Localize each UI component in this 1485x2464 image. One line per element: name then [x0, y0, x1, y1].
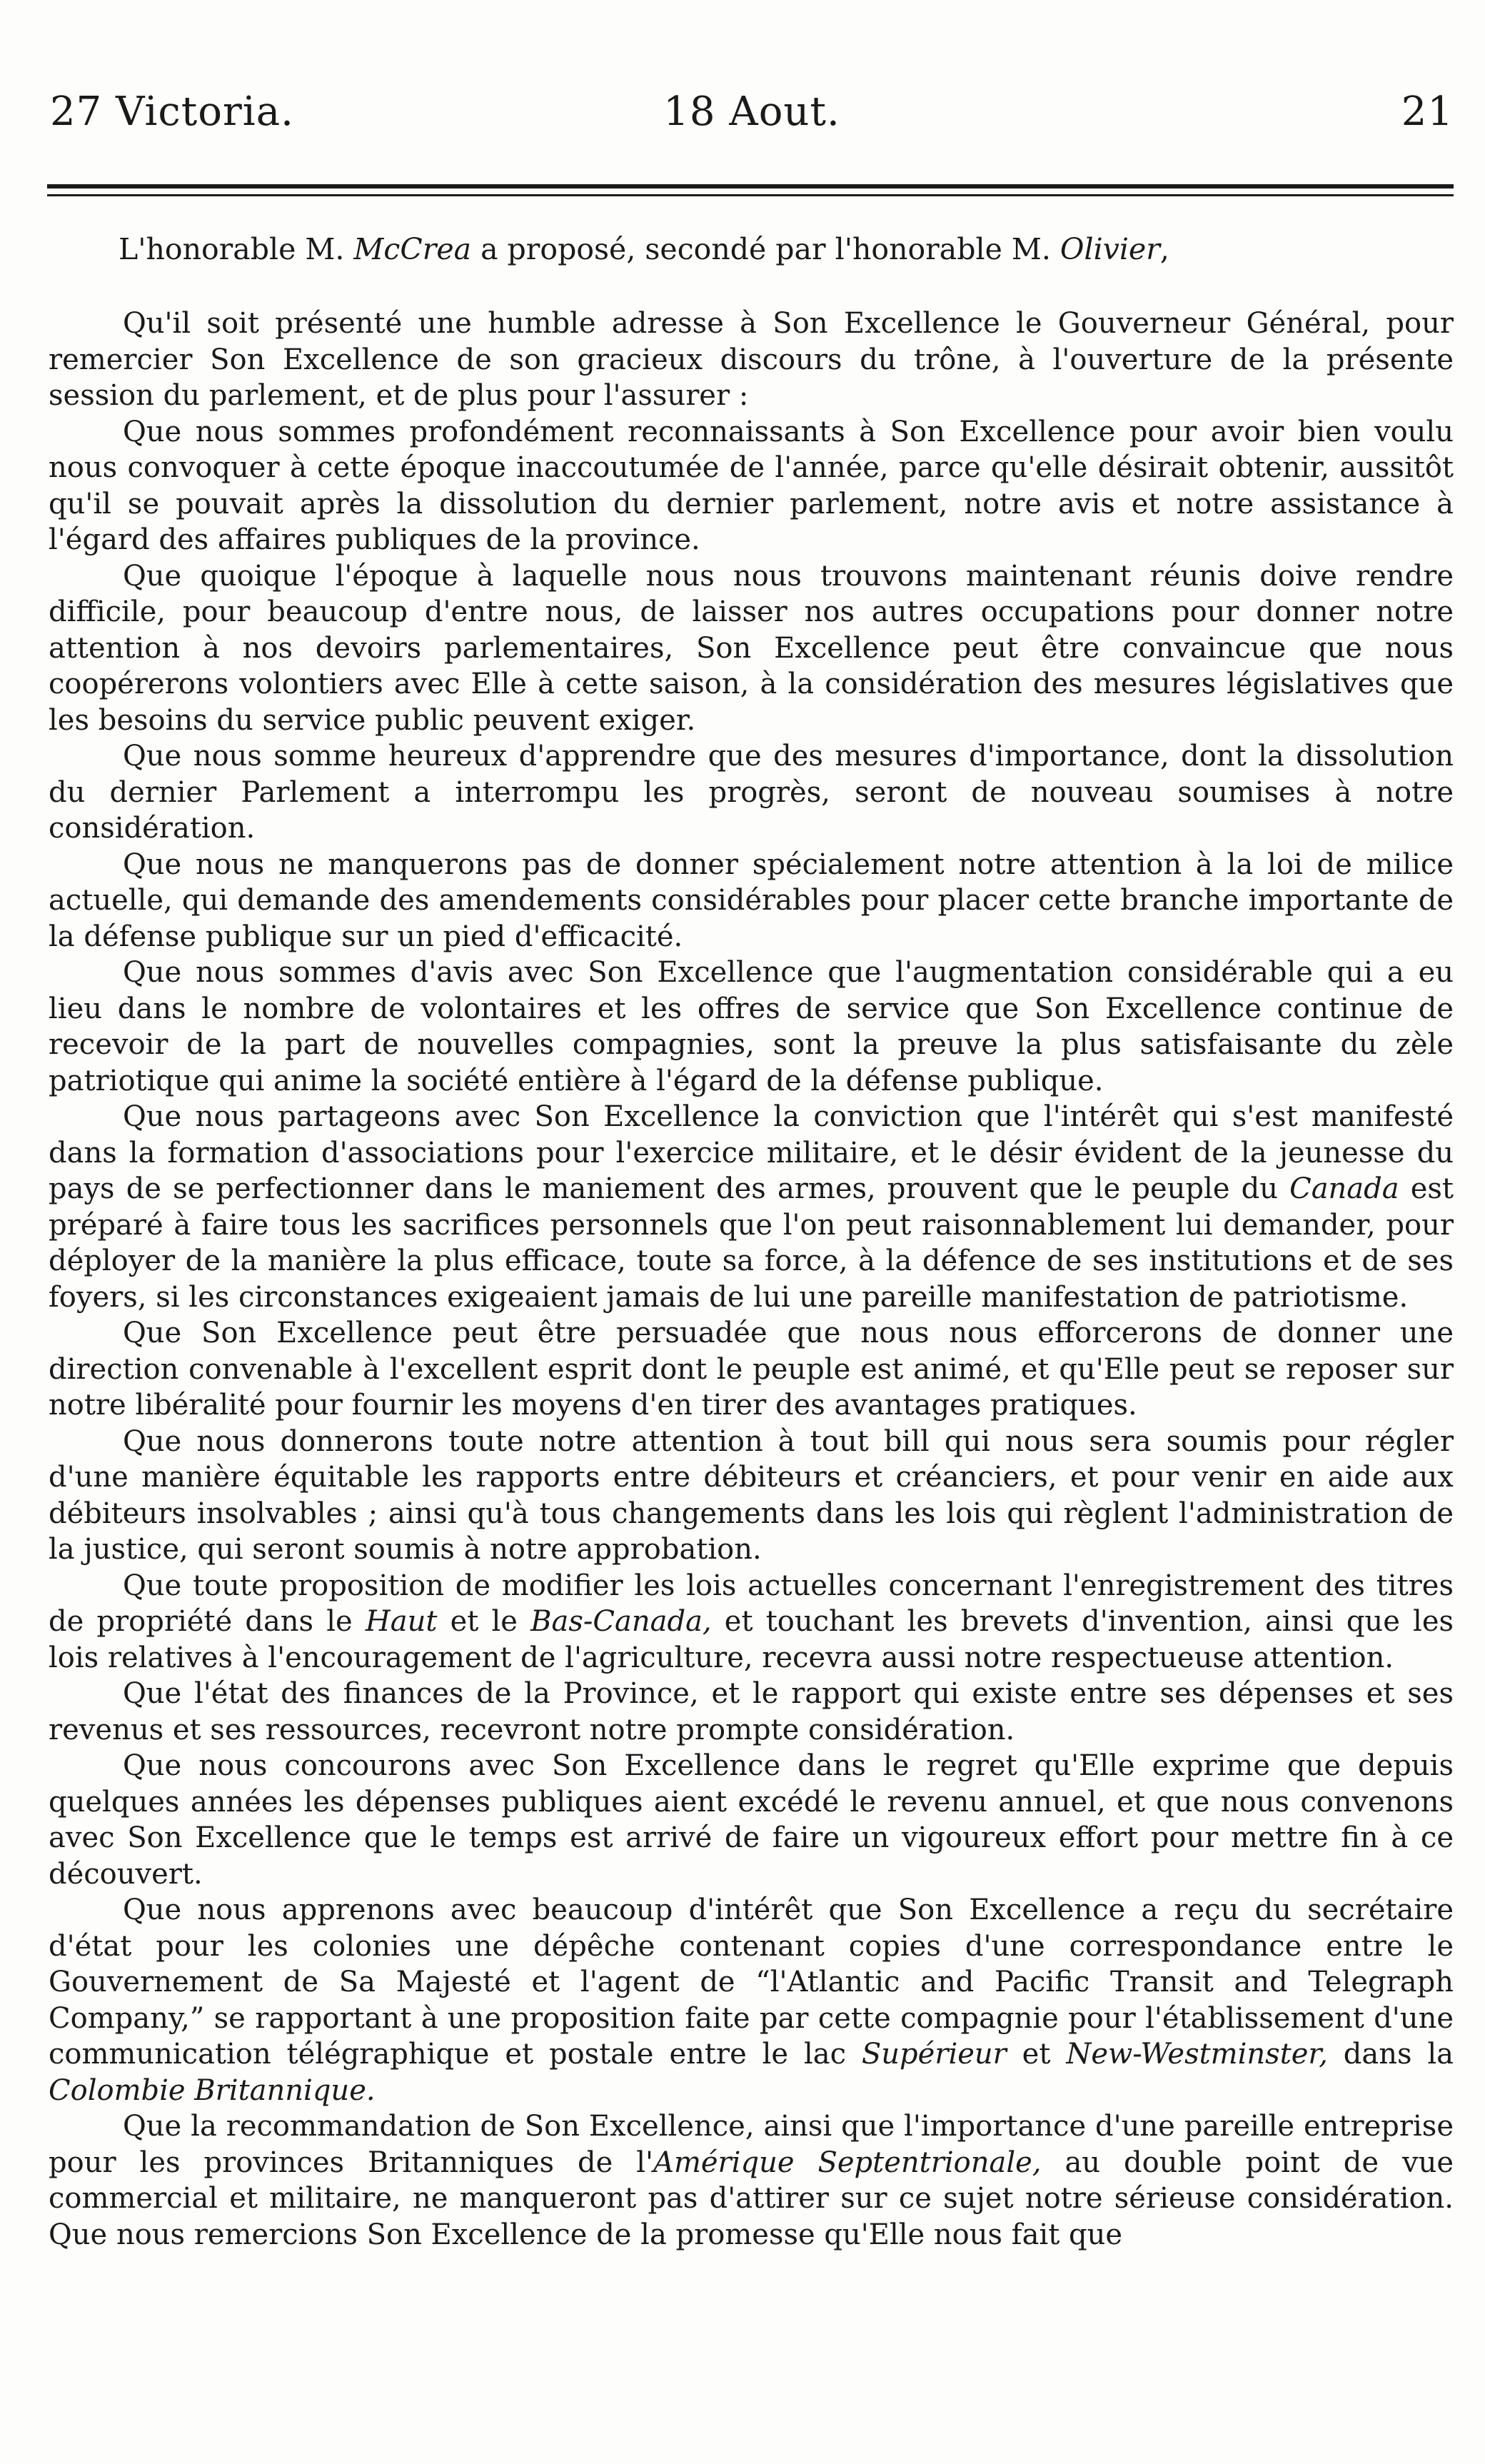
paragraph-9: Que nous donnerons toute notre attention à tout bill qui nous sera soumis pour régler d'une manière équitable les rapports entre débiteurs et créanciers, et pour venir en aide aux débiteurs insolvables ; ainsi qu'à tous changements dans les lois qui règlent l'administration de la justice, qui seront soumis à notre approbation. [49, 1424, 1454, 1566]
paragraph-3: Que quoique l'époque à laquelle nous nous trouvons maintenant réunis doive rendre difficile, pour beaucoup d'entre nous, de laisser nos autres occupations pour donner notre attention à nos devoirs parlementaires, Son Excellence peut être convaincue que nous coopérerons volontiers avec Elle à cette saison, à la considération des mesures législatives que les besoins du service public peuvent exiger. [49, 559, 1454, 737]
page-header [50, 80, 1454, 144]
paragraph-5: Que nous ne manquerons pas de donner spécialement notre attention à la loi de milice actuelle, qui demande des amendements considérables pour placer cette branche importante de la défense publique sur un pied d'efficacité. [49, 848, 1454, 953]
date-label: 18 Aout. [663, 89, 840, 135]
header-rule-thick [47, 184, 1454, 188]
session-label: 27 Victoria. [50, 89, 294, 135]
paragraph-8: Que Son Excellence peut être persuadée que nous nous efforcerons de donner une direction convenable à l'excellent esprit dont le peuple est animé, et qu'Elle peut se reposer sur notre libéralité pour fournir les moyens d'en tirer des avantages pratiques. [49, 1317, 1454, 1422]
paragraph-7: Que nous partageons avec Son Excellence la conviction que l'intérêt qui s'est manifesté dans la formation d'associations pour l'exercice militaire, et le désir évident de la jeunesse du pays de se perfectionner dans le maniement des armes, prouvent que le peuple du Canada est préparé à faire tous les sacrifices personnels que l'on peut raisonnablement lui demander, pour déployer de la manière la plus efficace, toute sa force, à la défence de ses institutions et de ses foyers, si les circonstances exigeaient jamais de lui une pareille manifestation de patriotisme. [49, 1100, 1454, 1314]
paragraph-12: Que nous concourons avec Son Excellence dans le regret qu'Elle exprime que depuis quelques années les dépenses publiques aient excédé le revenu annuel, et que nous convenons avec Son Excellence que le temps est arrivé de faire un vigoureux effort pour mettre fin à ce découvert. [49, 1749, 1454, 1891]
paragraph-13: Que nous apprenons avec beaucoup d'intérêt que Son Excellence a reçu du secrétaire d'état pour les colonies une dépêche contenant copies d'une correspondance entre le Gouvernement de Sa Majesté et l'agent de “l'Atlantic and Pacific Transit and Telegraph Company,” se rapportant à une proposition faite par cette compagnie pour l'établissement d'une communication télégraphique et postale entre le lac Supérieur et New-Westminster, dans la Colombie Britannique. [49, 1894, 1454, 2107]
paragraph-14: Que la recommandation de Son Excellence, ainsi que l'importance d'une pareille entreprise pour les provinces Britanniques de l'Amérique Septentrionale, au double point de vue commercial et militaire, ne manqueront pas d'attirer sur ce sujet notre sérieuse considération. Que nous remercions Son Excellence de la promesse qu'Elle nous fait que [49, 2110, 1454, 2251]
paragraph-10: Que toute proposition de modifier les lois actuelles concernant l'enregistrement des titres de propriété dans le Haut et le Bas-Canada, et touchant les brevets d'invention, ainsi que les lois relatives à l'encouragement de l'agriculture, recevra aussi notre respectueuse attention. [49, 1569, 1454, 1674]
mover-name: McCrea [353, 232, 472, 266]
paragraph-1: Qu'il soit présenté une humble adresse à Son Excellence le Gouverneur Général, pour remercier Son Excellence de son gracieux discours du trône, à l'ouverture de la présente session du parlement, et de plus pour l'assurer : [49, 307, 1454, 412]
motion-line: L'honorable M. McCrea a proposé, secondé par l'honorable M. Olivier, [119, 232, 1169, 266]
paragraph-6: Que nous sommes d'avis avec Son Excellence que l'augmentation considérable qui a eu lieu dans le nombre de volontaires et les offres de service que Son Excellence continue de recevoir de la part de nouvelles compagnies, sont la preuve la plus satisfaisante du zèle patriotique qui anime la société entière à l'égard de la défense publique. [49, 956, 1454, 1097]
header-rule-thin [47, 194, 1454, 196]
page-number: 21 [1401, 89, 1454, 135]
address-body [49, 306, 1454, 2253]
paragraph-2: Que nous sommes profondément reconnaissants à Son Excellence pour avoir bien voulu nous convoquer à cette époque inaccoutumée de l'année, parce qu'elle désirait obtenir, aussitôt qu'il se pouvait après la dissolution du dernier parlement, notre avis et notre assistance à l'égard des affaires publiques de la province. [49, 415, 1454, 556]
seconder-name: Olivier [1059, 232, 1160, 266]
paragraph-11: Que l'état des finances de la Province, et le rapport qui existe entre ses dépenses et ses revenus et ses ressources, recevront notre prompte considération. [49, 1677, 1454, 1746]
paragraph-4: Que nous somme heureux d'apprendre que des mesures d'importance, dont la dissolution du dernier Parlement a interrompu les progrès, seront de nouveau soumises à notre considération. [49, 740, 1454, 845]
